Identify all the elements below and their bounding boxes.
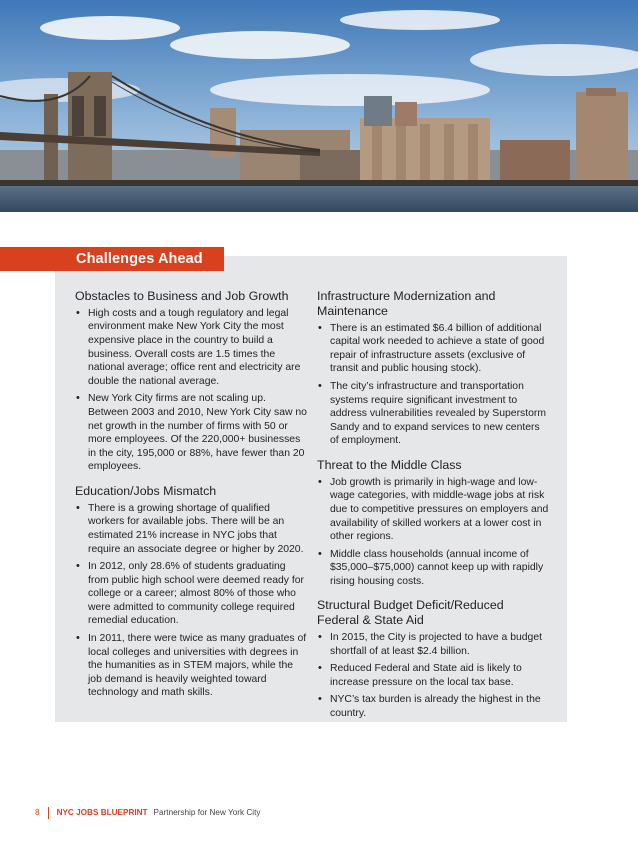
section-heading: Obstacles to Business and Job Growth (75, 289, 289, 303)
page-number: 8 (35, 808, 40, 817)
section-budget (317, 598, 549, 720)
section-heading: Structural Budget Deficit/Reduced Federal & State Aid (317, 598, 504, 628)
list-item: • High costs and a tough regulatory and legal environment make New York City the most expensive place in the country to build a business. Overall costs are 1.5 times the national average; office rent and electricity are double the national average. (75, 307, 307, 389)
section-education (75, 484, 307, 700)
section-obstacles (75, 289, 307, 474)
footer-divider (48, 807, 49, 819)
list-item: • The city’s infrastructure and transportation systems require significant investment to address vulnerabilities revealed by Superstorm Sandy and to expand services to new centers of employment. (317, 380, 549, 448)
section-banner: Challenges Ahead (0, 247, 224, 271)
list-item: • Middle class households (annual income of $35,000–$75,000) cannot keep up with rapidly rising housing costs. (317, 548, 549, 589)
list-item: • New York City firms are not scaling up. Between 2003 and 2010, New York City saw no net growth in the number of firms with 50 or more employees. Of the 220,000+ businesses in the city, 195,000 or 88%, have fewer than 20 employees. (75, 392, 307, 474)
publication-title: NYC JOBS BLUEPRINT (56, 808, 148, 817)
organization-name: Partnership for New York City (153, 808, 261, 817)
left-column (75, 289, 307, 710)
section-middle-class (317, 458, 549, 589)
bullet-list (75, 307, 307, 474)
bullet-list (75, 502, 307, 700)
bullet-list (317, 476, 549, 589)
section-heading: Education/Jobs Mismatch (75, 483, 217, 498)
right-column (317, 289, 549, 731)
section-heading: Infrastructure Modernization and Maintenance (317, 289, 496, 318)
bullet-list (317, 631, 549, 721)
list-item: • In 2012, only 28.6% of students graduating from public high school were deemed ready for college or a career; almost 80% of those who were admitted to community college required remedial education. (75, 560, 307, 628)
page-footer (35, 806, 260, 820)
section-heading: Threat to the Middle Class (317, 457, 462, 472)
section-infrastructure (317, 289, 549, 448)
bullet-list (317, 322, 549, 448)
list-item: • In 2011, there were twice as many graduates of local colleges and universities with degrees in the humanities as in STEM majors, while the job demand is heavily weighted toward technology and math skills. (75, 632, 307, 700)
list-item: • In 2015, the City is projected to have a budget shortfall of at least $2.4 billion. (317, 631, 549, 658)
list-item: • There is a growing shortage of qualified workers for available jobs. There will be an estimated 21% increase in NYC jobs that require an associate degree or higher by 2020. (75, 502, 307, 556)
hero-skyline-photo (0, 0, 638, 212)
list-item: • NYC’s tax burden is already the highest in the country. (317, 693, 549, 720)
list-item: • Job growth is primarily in high-wage and low-wage categories, with middle-wage jobs at risk due to competitive pressures on employers and availability of skilled workers at a lower cost in other regions. (317, 476, 549, 544)
list-item: • Reduced Federal and State aid is likely to increase pressure on the local tax base. (317, 662, 549, 689)
list-item: • There is an estimated $6.4 billion of additional capital work needed to achieve a state of good repair of infrastructure assets (exclusive of transit and public housing stock). (317, 322, 549, 376)
